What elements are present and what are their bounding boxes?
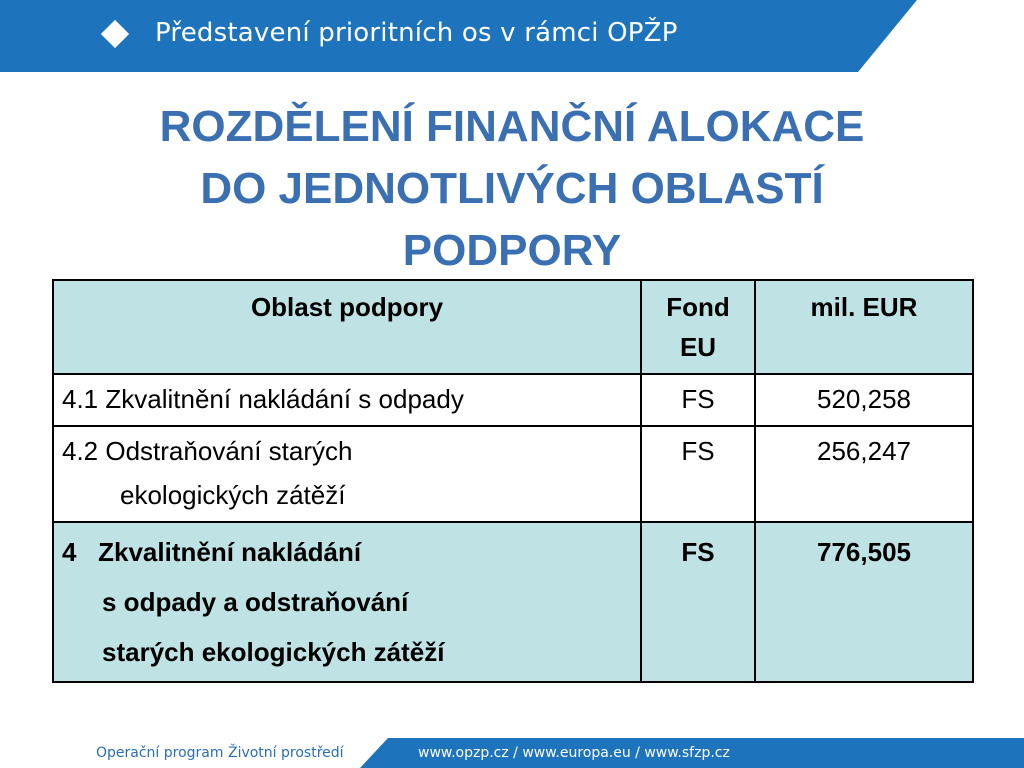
header-area: Oblast podpory bbox=[53, 280, 641, 374]
row-area bbox=[53, 426, 641, 522]
total-area-line-1: 4 Zkvalitnění nakládání bbox=[62, 537, 362, 567]
table-header-row bbox=[53, 280, 973, 374]
total-area bbox=[53, 522, 641, 682]
slide-title-line-1: ROZDĚLENÍ FINANČNÍ ALOKACE bbox=[159, 102, 865, 151]
header-amount: mil. EUR bbox=[755, 280, 973, 374]
header-fund-line-2: EU bbox=[679, 332, 717, 362]
row-amount: 256,247 bbox=[755, 426, 973, 522]
footer-program-name: Operační program Životní prostředí bbox=[96, 745, 344, 761]
header-fund bbox=[641, 280, 755, 374]
allocation-table bbox=[52, 279, 974, 683]
slide-title bbox=[40, 96, 984, 282]
row-area-line-1: 4.2 Odstraňování starých bbox=[62, 436, 353, 466]
total-area-line-2: s odpady a odstraňování bbox=[102, 587, 409, 617]
header-fund-line-1: Fond bbox=[666, 292, 730, 322]
row-area: 4.1 Zkvalitnění nakládání s odpady bbox=[53, 374, 641, 426]
total-area-line-3: starých ekologických zátěží bbox=[102, 637, 445, 667]
header-title: Představení prioritních os v rámci OPŽP bbox=[155, 18, 678, 48]
row-area-line-2: ekologických zátěží bbox=[120, 480, 346, 510]
row-fund: FS bbox=[641, 426, 755, 522]
table-row bbox=[53, 374, 973, 426]
row-fund: FS bbox=[641, 374, 755, 426]
slide-title-line-3: PODPORY bbox=[402, 226, 622, 275]
slide-title-line-2: DO JEDNOTLIVÝCH OBLASTÍ bbox=[200, 164, 824, 213]
footer bbox=[0, 738, 1024, 768]
total-fund: FS bbox=[641, 522, 755, 682]
footer-links[interactable]: www.opzp.cz / www.europa.eu / www.sfzp.cz bbox=[418, 745, 730, 761]
total-amount: 776,505 bbox=[755, 522, 973, 682]
table-row bbox=[53, 426, 973, 522]
row-amount: 520,258 bbox=[755, 374, 973, 426]
header-banner bbox=[0, 0, 1024, 72]
table-total-row bbox=[53, 522, 973, 682]
